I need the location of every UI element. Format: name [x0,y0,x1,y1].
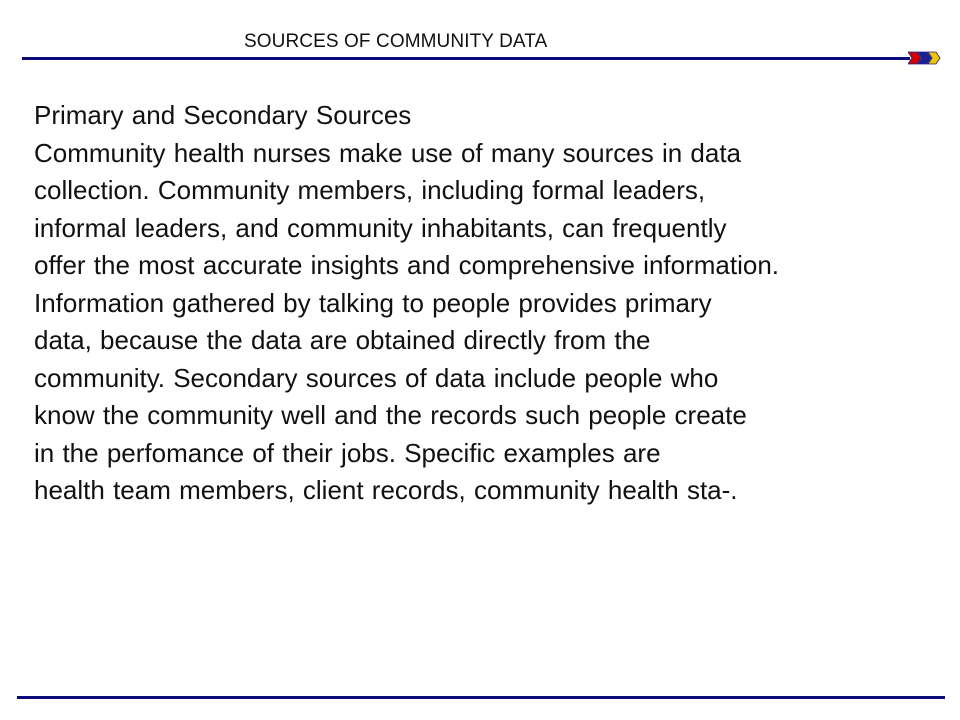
body-line: informal leaders, and community inhabitants, can frequently [34,212,727,243]
body-line: data, because the data are obtained directly from the [34,325,651,355]
body-line: in the perfomance of their jobs. Specific examples are [34,437,661,468]
body-line: health team members, client records, community health sta-. [34,475,738,505]
body-line: know the community well and the records such people create [34,400,747,430]
slide-body [34,97,949,510]
top-divider [22,57,910,60]
body-line: community. Secondary sources of data include people who [34,362,719,393]
chevron-arrows-icon [908,51,944,65]
body-line: offer the most accurate insights and comprehensive information. [34,250,780,280]
body-line: Community health nurses make use of many sources in data [34,137,742,168]
bottom-divider [17,696,945,699]
body-line: collection. Community members, including formal leaders, [34,175,706,205]
body-line: Information gathered by talking to people provides primary [34,287,712,318]
body-heading: Primary and Secondary Sources [34,100,412,130]
slide-title: SOURCES OF COMMUNITY DATA [244,31,548,52]
